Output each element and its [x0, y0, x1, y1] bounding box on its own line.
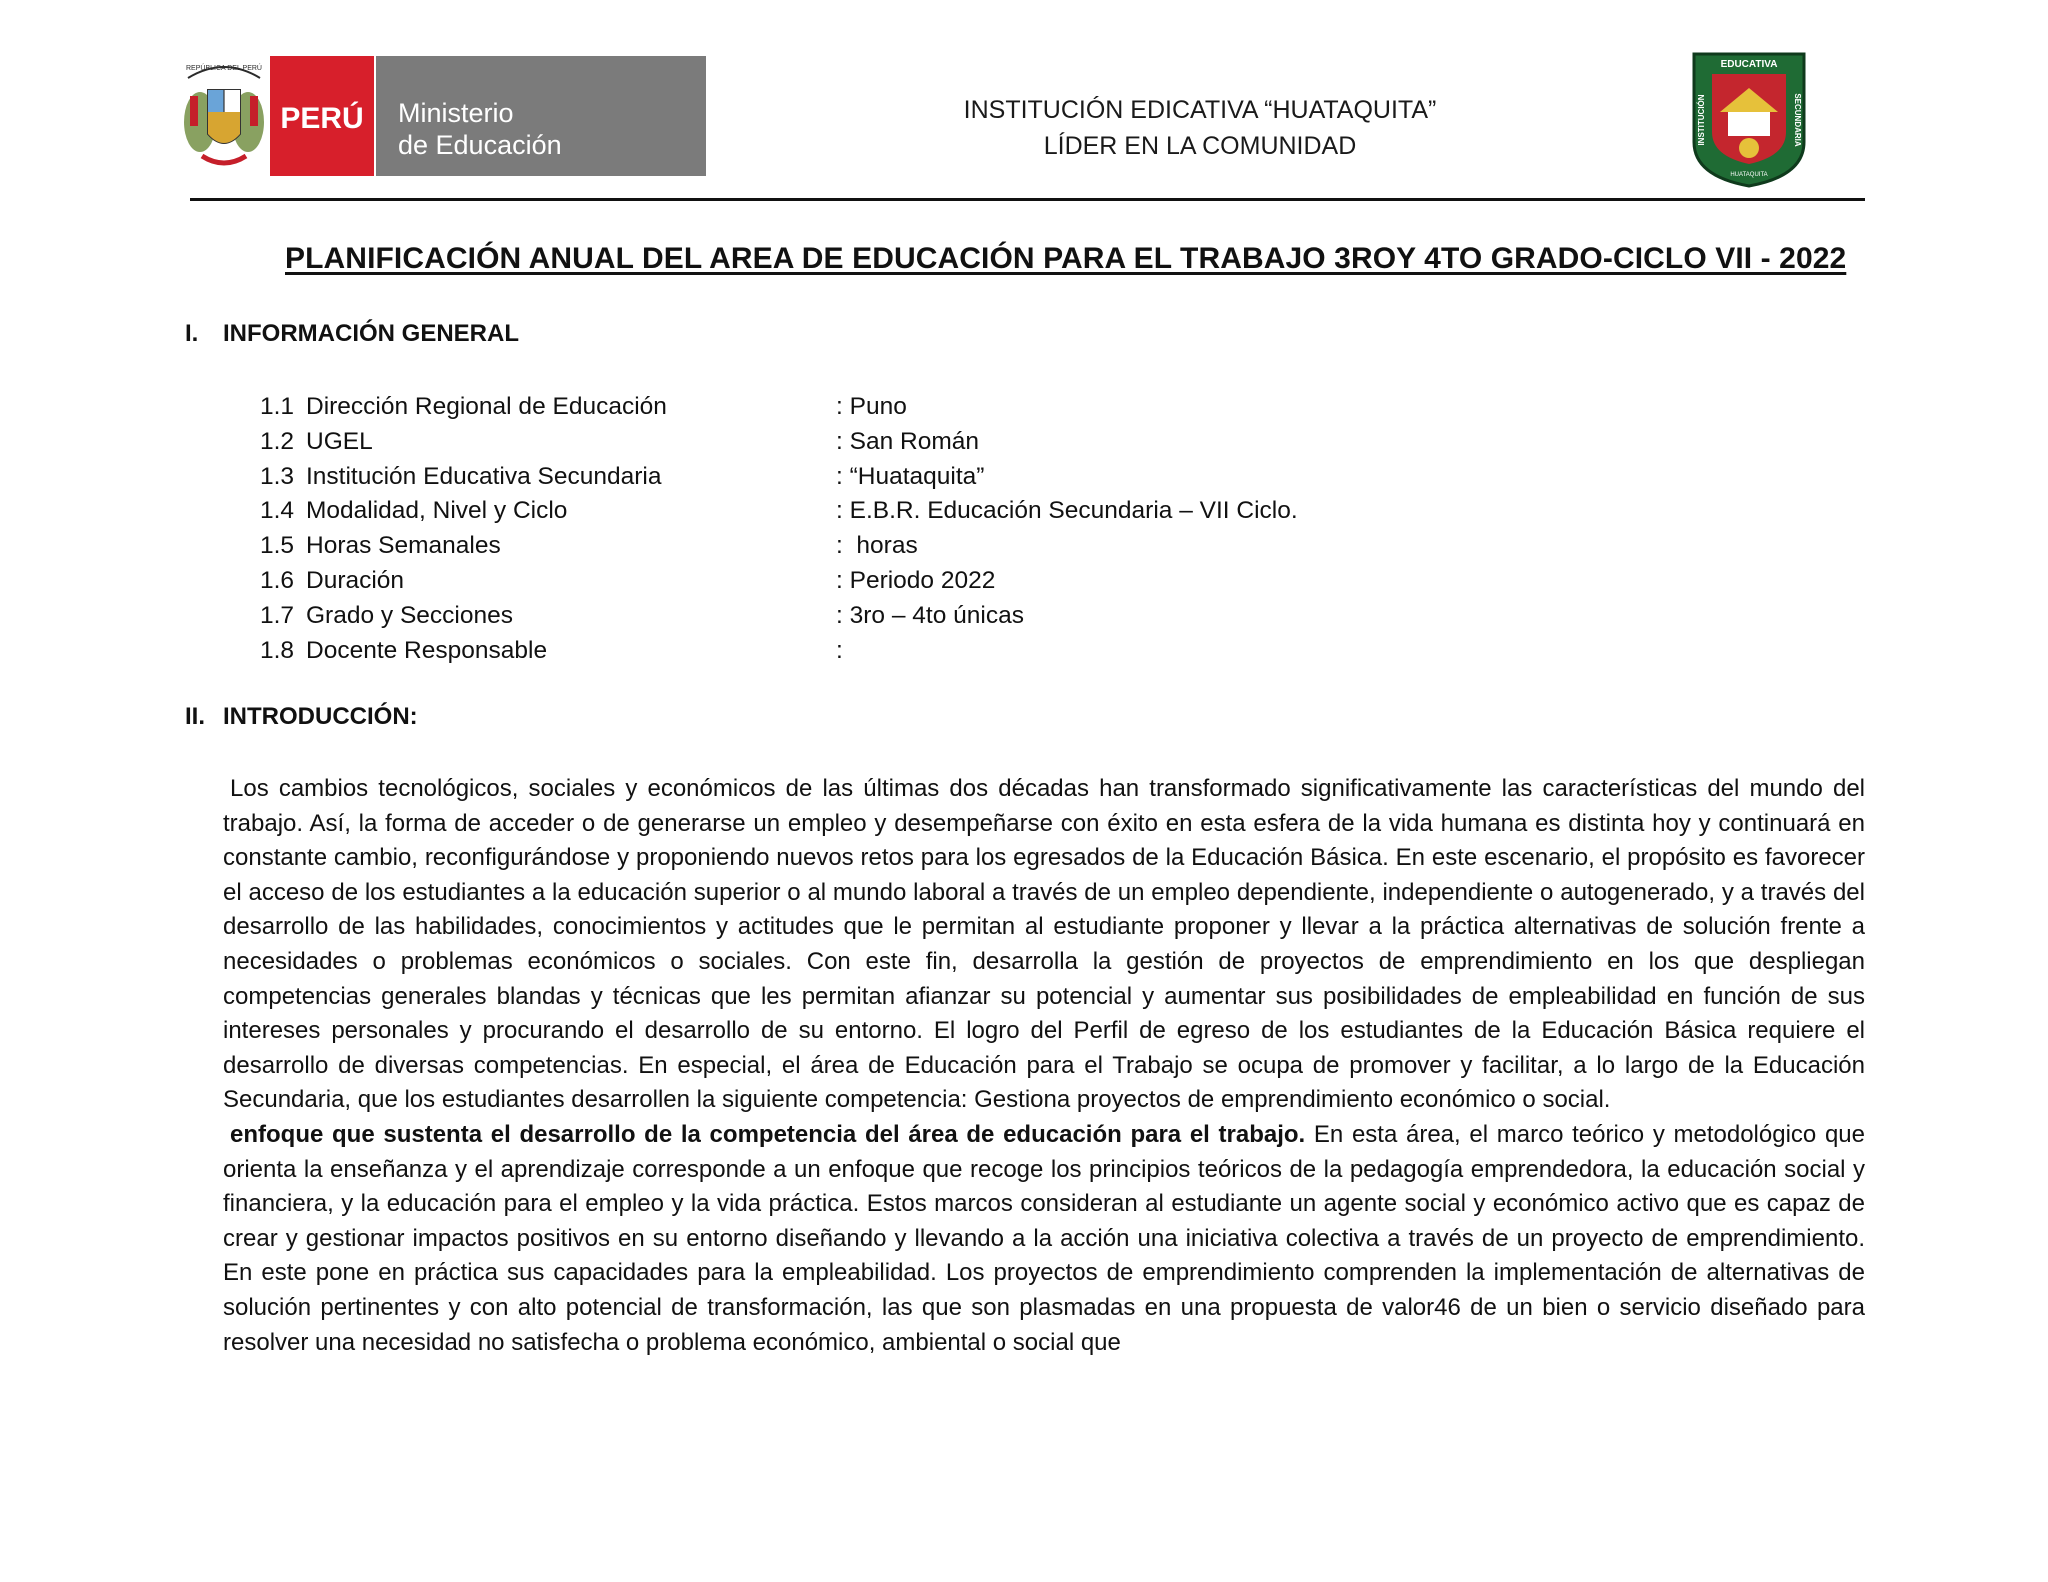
- info-number: 1.5: [260, 532, 295, 560]
- info-label: Duración: [306, 566, 405, 594]
- info-label: Docente Responsable: [306, 636, 548, 664]
- info-row: [260, 599, 1660, 634]
- section-title: INFORMACIÓN GENERAL: [223, 320, 519, 347]
- info-row: [260, 390, 1660, 425]
- intro-paragraph-text: Los cambios tecnológicos, sociales y económicos de las últimas dos décadas han transformado significativamente las características del mundo del trabajo. Así, la forma de acceder o de generarse un empleo y desempeñarse con éxito en esta esfera de la vida humana es distinta hoy y continuará en constante cambio, reconfigurándose y proponiendo nuevos retos para los egresados de la Educación Básica. En este escenario, el propósito es favorecer el acceso de los estudiantes a la educación superior o al mundo laboral a través de un empleo dependiente, independiente o autogenerado, y a través del desarrollo de las habilidades, conocimientos y actitudes que le permitan al estudiante proponer y llevar a la práctica alternativas de solución frente a necesidades o problemas económicos o sociales. Con este fin, desarrolla la gestión de proyectos de emprendimiento en los que despliegan competencias generales blandas y técnicas que les permitan afianzar su potencial y aumentar sus posibilidades de empleabilidad en función de sus intereses personales y procurando el desarrollo de su entorno. El logro del Perfil de egreso de los estudiantes de la Educación Básica requiere el desarrollo de diversas competencias. En especial, el área de Educación para el Trabajo se ocupa de promover y facilitar, a lo largo de la Educación Secundaria, que los estudiantes desarrollen la siguiente competencia: Gestiona proyectos de emprendimiento económico o social.: [223, 775, 1865, 1114]
- info-label: UGEL: [306, 427, 373, 455]
- info-number: 1.1: [260, 393, 295, 420]
- section-heading-general-info: [185, 320, 519, 348]
- section-title: INTRODUCCIÓN:: [223, 703, 418, 730]
- document-title: PLANIFICACIÓN ANUAL DEL AREA DE EDUCACIÓN PARA EL TRABAJO 3ROY 4TO GRADO-CICLO VII - 2022: [285, 242, 1847, 275]
- info-label: Grado y Secciones: [306, 601, 513, 629]
- introduction-text: [223, 772, 1865, 1360]
- section-heading-introduction: [185, 703, 418, 731]
- info-value: :: [836, 636, 843, 664]
- info-number: 1.7: [260, 601, 295, 629]
- info-row: [260, 494, 1660, 529]
- section-number: II.: [185, 703, 206, 730]
- intro-paragraph: [223, 1118, 1865, 1360]
- info-label: Dirección Regional de Educación: [306, 393, 667, 420]
- approach-heading: enfoque que sustenta el desarrollo de la competencia del área de educación para el trabajo.: [230, 1120, 1306, 1148]
- svg-text:REPÚBLICA DEL PERÚ: REPÚBLICA DEL PERÚ: [186, 65, 262, 72]
- svg-text:Ministerio: Ministerio: [398, 98, 514, 128]
- document-header: [0, 0, 2048, 210]
- svg-text:SECUNDARIA: SECUNDARIA: [1793, 93, 1802, 147]
- info-value: : 3ro – 4to únicas: [836, 601, 1024, 629]
- section-number: I.: [185, 320, 199, 347]
- svg-text:de Educación: de Educación: [398, 130, 562, 160]
- svg-text:HUATAQUITA: HUATAQUITA: [1730, 172, 1768, 178]
- info-row: [260, 564, 1660, 599]
- info-number: 1.8: [260, 636, 295, 664]
- general-info-list: [260, 390, 1660, 668]
- info-number: 1.6: [260, 566, 295, 594]
- info-row: [260, 460, 1660, 495]
- info-label: Institución Educativa Secundaria: [306, 462, 662, 490]
- intro-paragraph: [223, 772, 1865, 1118]
- ministry-of-education-logo: [178, 56, 706, 176]
- info-row: [260, 634, 1660, 669]
- header-divider: [190, 198, 1865, 201]
- school-motto: LÍDER EN LA COMUNIDAD: [1043, 132, 1357, 160]
- info-value: : Periodo 2022: [836, 566, 996, 594]
- info-row: [260, 529, 1660, 564]
- peru-coat-of-arms-icon: [184, 63, 264, 163]
- info-row: [260, 425, 1660, 460]
- info-value: : San Román: [836, 427, 979, 455]
- svg-text:INSTITUCIÓN: INSTITUCIÓN: [1697, 94, 1706, 146]
- info-value: : horas: [836, 532, 918, 560]
- school-name: INSTITUCIÓN EDICATIVA “HUATAQUITA”: [963, 96, 1437, 124]
- info-number: 1.4: [260, 497, 295, 525]
- info-number: 1.2: [260, 427, 295, 455]
- approach-text: En esta área, el marco teórico y metodológico que orienta la enseñanza y el aprendizaje corresponde a un enfoque que recoge los principios teóricos de la pedagogía emprendedora, la educación social y financiera, y la educación para el empleo y la vida práctica. Estos marcos consideran al estudiante un agente social y económico activo que es capaz de crear y gestionar impactos positivos en su entorno diseñando y llevando a la acción una iniciativa colectiva a través de un proyecto de emprendimiento. En este pone en práctica sus capacidades para la empleabilidad. Los proyectos de emprendimiento comprenden la implementación de alternativas de solución pertinentes y con alto potencial de transformación, las que son plasmadas en una propuesta de valor46 de un bien o servicio diseñado para resolver una necesidad no satisfecha o problema económico, ambiental o social que: [223, 1120, 1865, 1356]
- svg-text:EDUCATIVA: EDUCATIVA: [1720, 59, 1778, 70]
- info-value: : E.B.R. Educación Secundaria – VII Ciclo.: [836, 497, 1298, 525]
- info-number: 1.3: [260, 462, 295, 490]
- info-label: Horas Semanales: [306, 532, 501, 560]
- info-value: : “Huataquita”: [836, 462, 985, 490]
- school-name-block: [820, 92, 1580, 164]
- info-label: Modalidad, Nivel y Ciclo: [306, 497, 568, 525]
- info-value: : Puno: [836, 393, 907, 420]
- svg-text:PERÚ: PERÚ: [280, 102, 364, 135]
- school-crest-icon: [1690, 50, 1808, 188]
